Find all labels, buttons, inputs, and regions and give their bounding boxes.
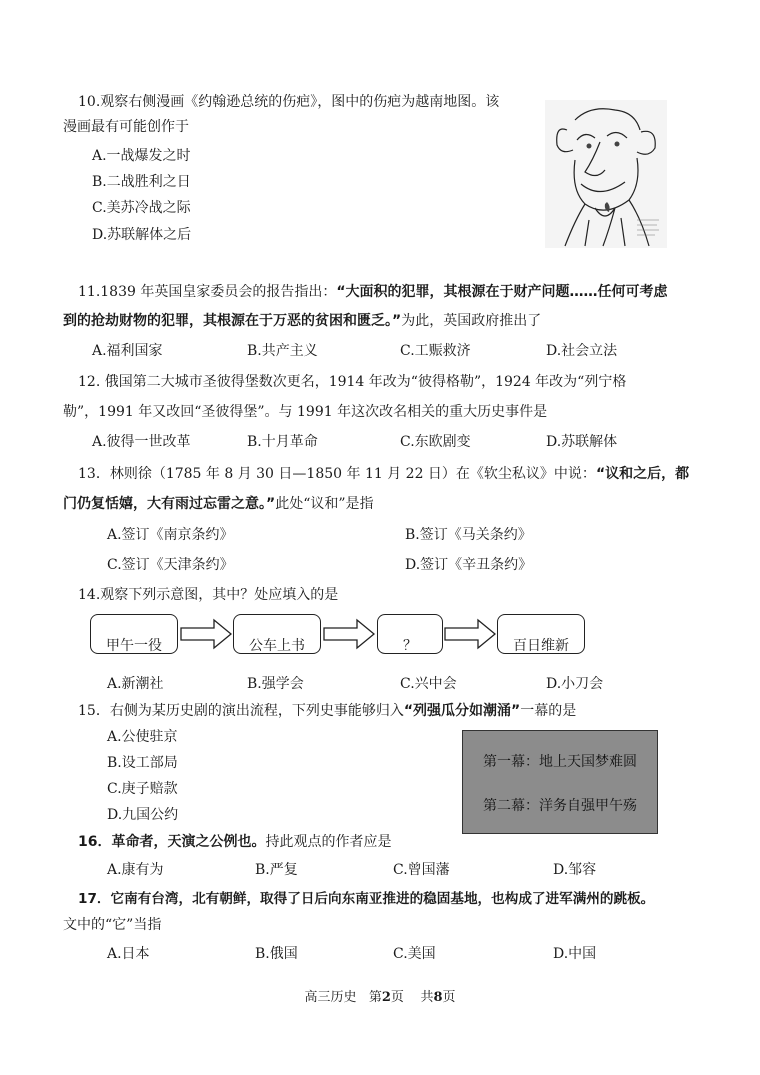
q17-stem-bold: 17．它南有台湾，北有朝鲜，取得了日后向东南亚推进的稳固基地，也构成了进军满州的跳板。 — [78, 891, 655, 907]
q10-option-c: C.美苏冷战之际 — [92, 200, 191, 216]
footer-total-number: 8 — [433, 990, 443, 1005]
q16-stem — [78, 832, 391, 852]
flow-box-gongche — [233, 614, 321, 654]
q17-option-b: B.俄国 — [255, 946, 298, 962]
q13-stem-suffix: 此处“议和”是指 — [275, 496, 374, 512]
q13-quote-part1: “议和之后，都 — [595, 466, 690, 482]
q11-option-a: A.福利国家 — [92, 343, 163, 359]
q15-option-b: B.设工部局 — [107, 755, 178, 771]
q15-option-c: C.庚子赔款 — [107, 781, 178, 797]
q15-stem-prefix: 15．右侧为某历史剧的演出流程，下列史事能够归入 — [78, 703, 404, 719]
q13-stem-line1 — [78, 464, 689, 484]
q16-option-b: B.严复 — [255, 862, 298, 878]
q17-option-d: D.中国 — [553, 946, 597, 962]
q11-option-d: D.社会立法 — [546, 343, 618, 359]
play-act-1: 第一幕：地上天国梦难圆 — [483, 754, 637, 770]
q13-option-a: A.签订《南京条约》 — [107, 527, 234, 543]
q13-option-d: D.签订《辛丑条约》 — [405, 557, 533, 573]
footer-page-prefix: 第 — [368, 990, 382, 1005]
footer-page-suffix: 页 — [390, 990, 404, 1005]
q12-stem-line2: 勒”，1991 年又改回“圣彼得堡”。与 1991 年这次改名相关的重大历史事件是 — [63, 404, 548, 420]
q10-stem-line1: 10.观察右侧漫画《约翰逊总统的伤疤》，图中的伤疤为越南地图。该 — [78, 94, 500, 110]
flow-box-bairi — [497, 614, 585, 654]
q13-option-b: B.签订《马关条约》 — [405, 527, 532, 543]
q11-quote-part2: 到的抢劫财物的犯罪，其根源在于万恶的贫困和匮乏。” — [63, 313, 402, 329]
q10-option-d: D.苏联解体之后 — [92, 227, 192, 243]
flow-arrow-2-icon — [323, 618, 375, 650]
q10-stem-line2: 漫画最有可能创作于 — [63, 119, 189, 135]
q17-option-c: C.美国 — [393, 946, 436, 962]
q14-option-b: B.强学会 — [247, 676, 304, 692]
flow-box-unknown — [377, 614, 443, 654]
q11-quote-part1: “大面积的犯罪，其根源在于财产问题……任何可考虑 — [336, 284, 668, 300]
johnson-scar-cartoon-image — [545, 100, 667, 248]
q11-stem-suffix: 为此，英国政府推出了 — [401, 313, 542, 329]
q12-stem-line1: 12. 俄国第二大城市圣彼得堡数次更名，1914 年改为“彼得格勒”，1924 年改为“列宁格 — [78, 374, 627, 390]
q16-stem-bold: 16．革命者，天演之公例也。 — [78, 834, 266, 850]
flow-box-jiawu — [90, 614, 178, 654]
footer-total-suffix: 页 — [442, 990, 456, 1005]
flow-box-bairi-label: 百日维新 — [513, 638, 569, 654]
q15-option-d: D.九国公约 — [107, 807, 179, 823]
page-footer — [0, 986, 760, 1005]
flow-box-unknown-label: ？ — [403, 638, 417, 654]
q13-stem-line2 — [63, 494, 374, 514]
q14-option-d: D.小刀会 — [546, 676, 604, 692]
q11-stem-line2 — [63, 311, 541, 331]
q16-option-c: C.曾国藩 — [393, 862, 450, 878]
footer-page-number: 2 — [381, 990, 391, 1005]
q13-quote-part2: 门仍复恬嬉，大有雨过忘雷之意。” — [63, 496, 276, 512]
q14-option-c: C.兴中会 — [400, 676, 457, 692]
flow-box-gongche-label: 公车上书 — [249, 638, 305, 654]
q11-stem-prefix: 11.1839 年英国皇家委员会的报告指出： — [78, 284, 337, 300]
q13-stem-prefix: 13．林则徐（1785 年 8 月 30 日—1850 年 11 月 22 日）在《软尘私议》中说： — [78, 466, 596, 482]
footer-subject: 高三历史 — [304, 990, 357, 1005]
q12-option-d: D.苏联解体 — [546, 434, 618, 450]
q15-stem-bold: “列强瓜分如潮涌” — [403, 703, 521, 719]
q15-stem-suffix: 一幕的是 — [520, 703, 577, 719]
q15-stem — [78, 701, 576, 721]
q13-option-c: C.签订《天津条约》 — [107, 557, 234, 573]
flow-arrow-3-icon — [444, 618, 496, 650]
q12-option-c: C.东欧剧变 — [400, 434, 471, 450]
q14-stem: 14.观察下列示意图，其中？处应填入的是 — [78, 587, 339, 603]
q16-stem-suffix: 持此观点的作者应是 — [265, 834, 392, 850]
q12-option-a: A.彼得一世改革 — [92, 434, 191, 450]
play-program-box — [462, 730, 658, 834]
q17-option-a: A.日本 — [107, 946, 150, 962]
q10-option-b: B.二战胜利之日 — [92, 174, 191, 190]
q14-option-a: A.新潮社 — [107, 676, 164, 692]
q12-option-b: B.十月革命 — [247, 434, 318, 450]
q17-stem-line1 — [78, 889, 654, 909]
q15-option-a: A.公使驻京 — [107, 729, 178, 745]
q10-option-a: A.一战爆发之时 — [92, 148, 191, 164]
q16-option-d: D.邹容 — [553, 862, 597, 878]
q11-option-c: C.工赈救济 — [400, 343, 471, 359]
q11-option-b: B.共产主义 — [247, 343, 318, 359]
play-act-2: 第二幕：洋务自强甲午殇 — [483, 798, 637, 814]
q11-stem-line1 — [78, 282, 668, 302]
q16-option-a: A.康有为 — [107, 862, 164, 878]
q17-stem-line2: 文中的“它”当指 — [63, 917, 162, 933]
footer-total-prefix: 共 — [420, 990, 434, 1005]
flow-arrow-1-icon — [180, 618, 232, 650]
flow-box-jiawu-label: 甲午一役 — [106, 638, 162, 654]
